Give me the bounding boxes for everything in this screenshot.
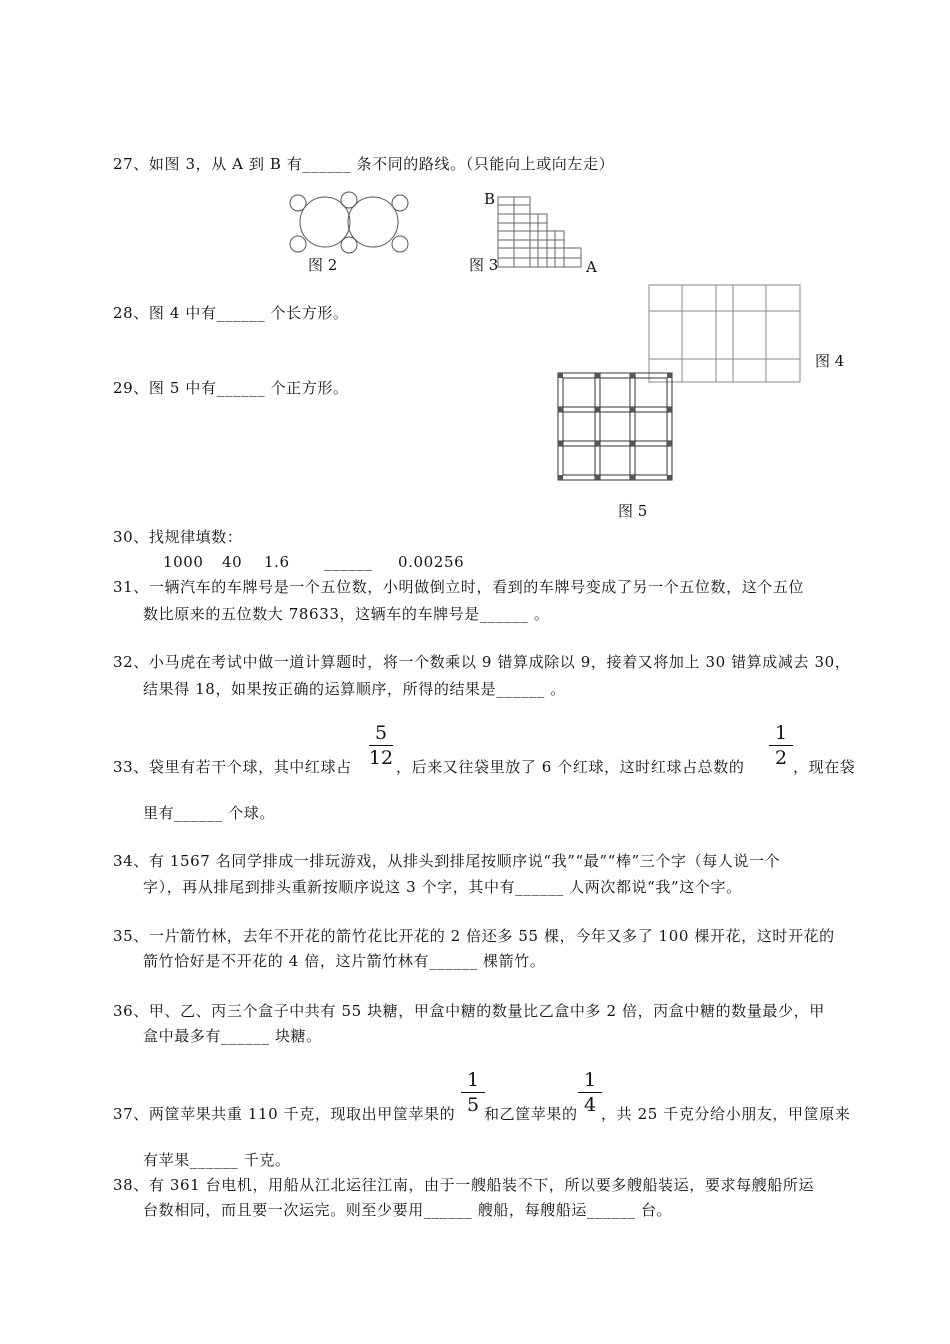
point-a-label: A [586, 258, 597, 276]
fraction-bar [769, 745, 793, 746]
question-37-part-3: ，共 25 千克分给小朋友，甲筐原来 [601, 1105, 851, 1123]
sequence-blank: ______ [324, 553, 373, 571]
figure-3-staircase-grid [497, 196, 587, 271]
fraction-bar [369, 745, 393, 746]
figure-3-caption: 图 3 [469, 256, 499, 274]
fraction-denominator: 5 [466, 1094, 480, 1117]
figure-5-caption: 图 5 [618, 502, 648, 520]
question-37-part-1: 37、两筐苹果共重 110 千克，现取出甲筐苹果的 [113, 1105, 456, 1123]
question-35-line-1: 35、一片箭竹林，去年不开花的箭竹花比开花的 2 倍还多 55 棵，今年又多了 100 棵开花，这时开花的 [113, 927, 835, 945]
question-32-line-2: 结果得 18，如果按正确的运算顺序，所得的结果是______ 。 [143, 680, 566, 698]
fraction-bar [578, 1092, 602, 1093]
fraction-denominator: 4 [583, 1094, 597, 1117]
question-33-part-1: 33、袋里有若干个球，其中红球占 [113, 758, 352, 776]
question-36-line-1: 36、甲、乙、丙三个盒子中共有 55 块糖，甲盒中糖的数量比乙盒中多 2 倍，丙盒中糖的数量最少，甲 [113, 1002, 825, 1020]
sequence-term-1: 1000 [163, 553, 204, 571]
question-28-text: 28、图 4 中有______ 个长方形。 [113, 304, 349, 322]
question-27-text: 27、如图 3，从 A 到 B 有______ 条不同的路线。（只能向上或向左走） [113, 155, 615, 173]
question-29-text: 29、图 5 中有______ 个正方形。 [113, 379, 349, 397]
question-34-line-2: 字），再从排尾到排头重新按顺序说这 3 个字，其中有______ 人两次都说“我”这个字。 [143, 878, 742, 896]
question-31-line-2: 数比原来的五位数大 78633，这辆车的车牌号是______ 。 [143, 605, 550, 623]
figure-2-caption: 图 2 [308, 256, 338, 274]
question-37-line-2: 有苹果______ 千克。 [143, 1151, 291, 1169]
fraction-numerator: 5 [374, 722, 388, 744]
sequence-term-3: 1.6 [264, 553, 290, 571]
fraction-bar [461, 1092, 485, 1093]
figure-5-square-grid [557, 372, 677, 484]
question-35-line-2: 箭竹恰好是不开花的 4 倍，这片箭竹林有______ 棵箭竹。 [143, 952, 546, 970]
question-34-line-1: 34、有 1567 名同学排成一排玩游戏，从排头到排尾按顺序说“我”“最”“棒”三个字（每人说一个 [113, 852, 781, 870]
question-38-line-1: 38、有 361 台电机，用船从江北运往江南，由于一艘船装不下，所以要多艘船装运，要求每艘船所运 [113, 1176, 815, 1194]
question-31-line-1: 31、一辆汽车的车牌号是一个五位数，小明做倒立时，看到的车牌号变成了另一个五位数，这个五位 [113, 578, 805, 596]
fraction-numerator: 1 [466, 1069, 480, 1091]
question-30-text: 30、找规律填数： [113, 528, 243, 546]
question-36-line-2: 盒中最多有______ 块糖。 [143, 1027, 322, 1045]
fraction-denominator: 12 [368, 747, 394, 770]
point-b-label: B [484, 190, 496, 208]
question-38-line-2: 台数相同，而且要一次运完。则至少要用______ 艘船，每艘船运______ 台。 [143, 1201, 673, 1219]
question-32-line-1: 32、小马虎在考试中做一道计算题时，将一个数乘以 9 错算成除以 9，接着又将加上 30 错算成减去 30， [113, 653, 851, 671]
fraction-denominator: 2 [774, 747, 788, 770]
question-33-part-2: ，后来又往袋里放了 6 个红球，这时红球占总数的 [396, 758, 745, 776]
fraction-numerator: 1 [583, 1069, 597, 1091]
figure-4-caption: 图 4 [815, 352, 845, 370]
question-37-part-2: 和乙筐苹果的 [484, 1105, 578, 1123]
fraction-numerator: 1 [774, 722, 788, 744]
sequence-term-5: 0.00256 [398, 553, 465, 571]
question-33-line-2: 里有______ 个球。 [143, 804, 275, 822]
question-33-part-3: ，现在袋 [793, 758, 856, 776]
fraction-1-2 [766, 722, 796, 769]
figure-4-rectangle-grid [648, 284, 803, 384]
figure-2-circles [285, 188, 425, 258]
fraction-5-12 [366, 722, 396, 769]
sequence-term-2: 40 [222, 553, 243, 571]
